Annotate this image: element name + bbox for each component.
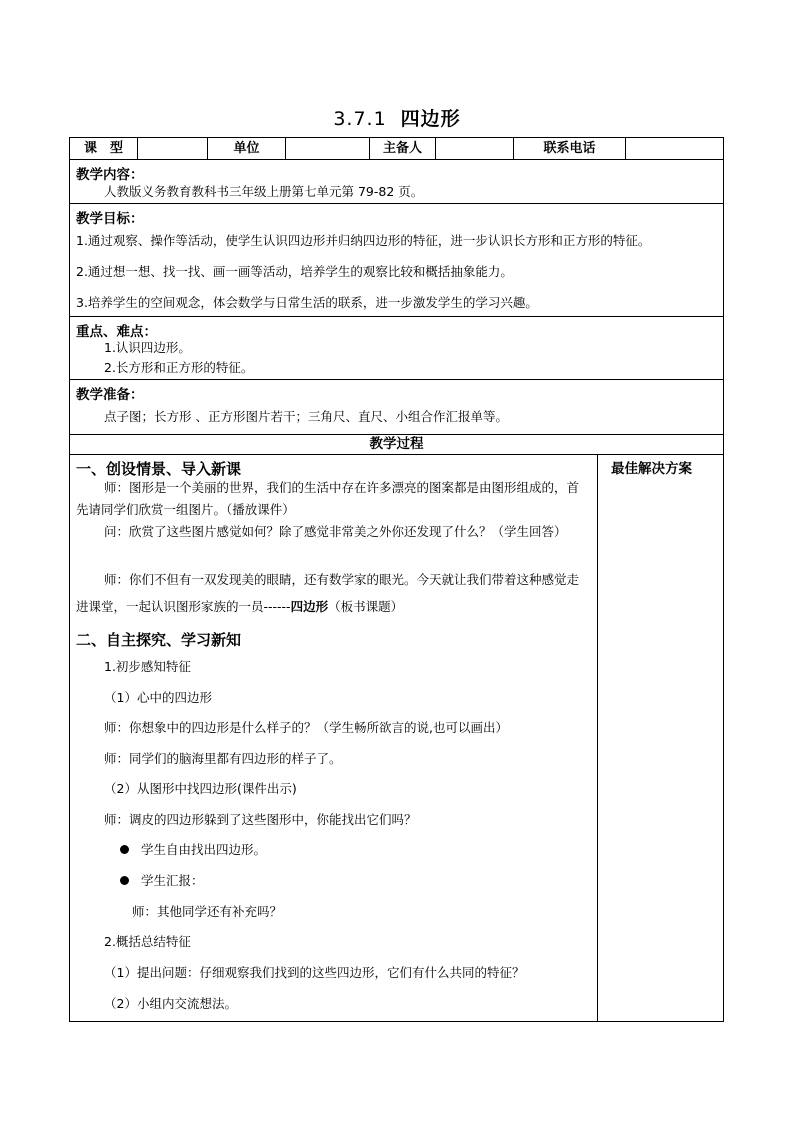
author-label: 主备人 — [370, 138, 436, 159]
section2-s1b-reply: 师：其他同学还有补充吗？ — [132, 904, 283, 919]
bullet-icon — [120, 845, 129, 854]
bullet-text: 学生自由找出四边形。 — [141, 842, 267, 857]
bullet-item — [120, 870, 204, 892]
title-number: 3.7.1 — [333, 108, 387, 130]
section2-s1a-question: 师：你想象中的四边形是什么样子的？（学生畅所欲言的说,也可以画出） — [104, 720, 508, 735]
section2-s1a-reply: 师：同学们的脑海里都有四边形的样子了。 — [104, 751, 342, 766]
bullet-text: 学生汇报： — [141, 873, 204, 888]
section2-s1b: （2）从图形中找四边形(课件出示) — [104, 781, 297, 796]
title-text: 四边形 — [400, 108, 461, 130]
process-label: 教学过程 — [369, 436, 424, 452]
goals-row — [70, 204, 723, 317]
preparation-text: 点子图；长方形 、正方形图片若干；三角尺、直尺、小组合作汇报单等。 — [104, 409, 508, 424]
process-header-row — [70, 435, 723, 455]
section1-p3-tail: （板书课题） — [328, 599, 404, 614]
section1-p3-bold: 四边形 — [290, 599, 329, 614]
key-points-row — [70, 317, 723, 380]
phone-value[interactable] — [626, 138, 723, 159]
section2-s2: 2.概括总结特征 — [104, 934, 191, 949]
section2-s2a: （1）提出问题：仔细观察我们找到的这些四边形，它们有什么共同的特征？ — [104, 965, 525, 980]
section1-p3 — [76, 566, 588, 620]
preparation-row — [70, 380, 723, 435]
section1-p2: 问：欣赏了这些图片感觉如何？除了感觉非常美之外你还发现了什么？（学生回答） — [104, 524, 567, 539]
type-value[interactable] — [138, 138, 208, 159]
page-title — [0, 104, 794, 131]
key-point-item: 1.认识四边形。 — [104, 340, 191, 355]
section1-heading: 一、创设情景、导入新课 — [76, 460, 242, 478]
section1-p1: 师：图形是一个美丽的世界，我们的生活中存在许多漂亮的图案都是由图形组成的，首先请同学们欣赏一组图片。（播放课件） — [76, 480, 580, 517]
goal-item: 2.通过想一想、找一找、画一画等活动，培养学生的观察比较和概括抽象能力。 — [76, 264, 513, 279]
content-text: 人教版义务教育教科书三年级上册第七单元第 79-82 页。 — [104, 184, 424, 199]
unit-value[interactable] — [286, 138, 370, 159]
process-body — [70, 455, 723, 1021]
goal-item: 1.通过观察、操作等活动，使学生认识四边形并归纳四边形的特征，进一步认识长方形和正方形的特征。 — [76, 233, 651, 248]
goals-label: 教学目标： — [76, 211, 144, 227]
section2-s1: 1.初步感知特征 — [104, 659, 191, 674]
preparation-label: 教学准备： — [76, 387, 144, 403]
content-row — [70, 160, 723, 204]
unit-label: 单位 — [208, 138, 286, 159]
bullet-icon — [120, 876, 129, 885]
key-points-label: 重点、难点： — [76, 324, 157, 340]
phone-label: 联系电话 — [514, 138, 626, 159]
column-divider — [597, 455, 598, 1021]
author-value[interactable] — [436, 138, 514, 159]
section2-s2b: （2）小组内交流想法。 — [104, 996, 237, 1011]
key-point-item: 2.长方形和正方形的特征。 — [104, 360, 254, 375]
goal-item: 3.培养学生的空间观念，体会数学与日常生活的联系，进一步激发学生的学习兴趣。 — [76, 295, 538, 310]
section2-s1a: （1）心中的四边形 — [104, 690, 212, 705]
bullet-item — [120, 839, 266, 861]
type-label: 课 型 — [70, 138, 138, 159]
section2-s1b-question: 师：调皮的四边形躲到了这些图形中，你能找出它们吗？ — [104, 812, 417, 827]
lesson-plan-table — [69, 137, 724, 1022]
content-label: 教学内容： — [76, 167, 144, 183]
section2-heading: 二、自主探究、学习新知 — [76, 631, 242, 649]
section1-p3-text: 师：你们不但有一双发现美的眼睛，还有数学家的眼光。今天就让我们带着这种感觉走进课堂，一起认识图形家族的一员------ — [76, 572, 580, 614]
solution-label: 最佳解决方案 — [611, 461, 692, 477]
header-row — [70, 138, 723, 160]
